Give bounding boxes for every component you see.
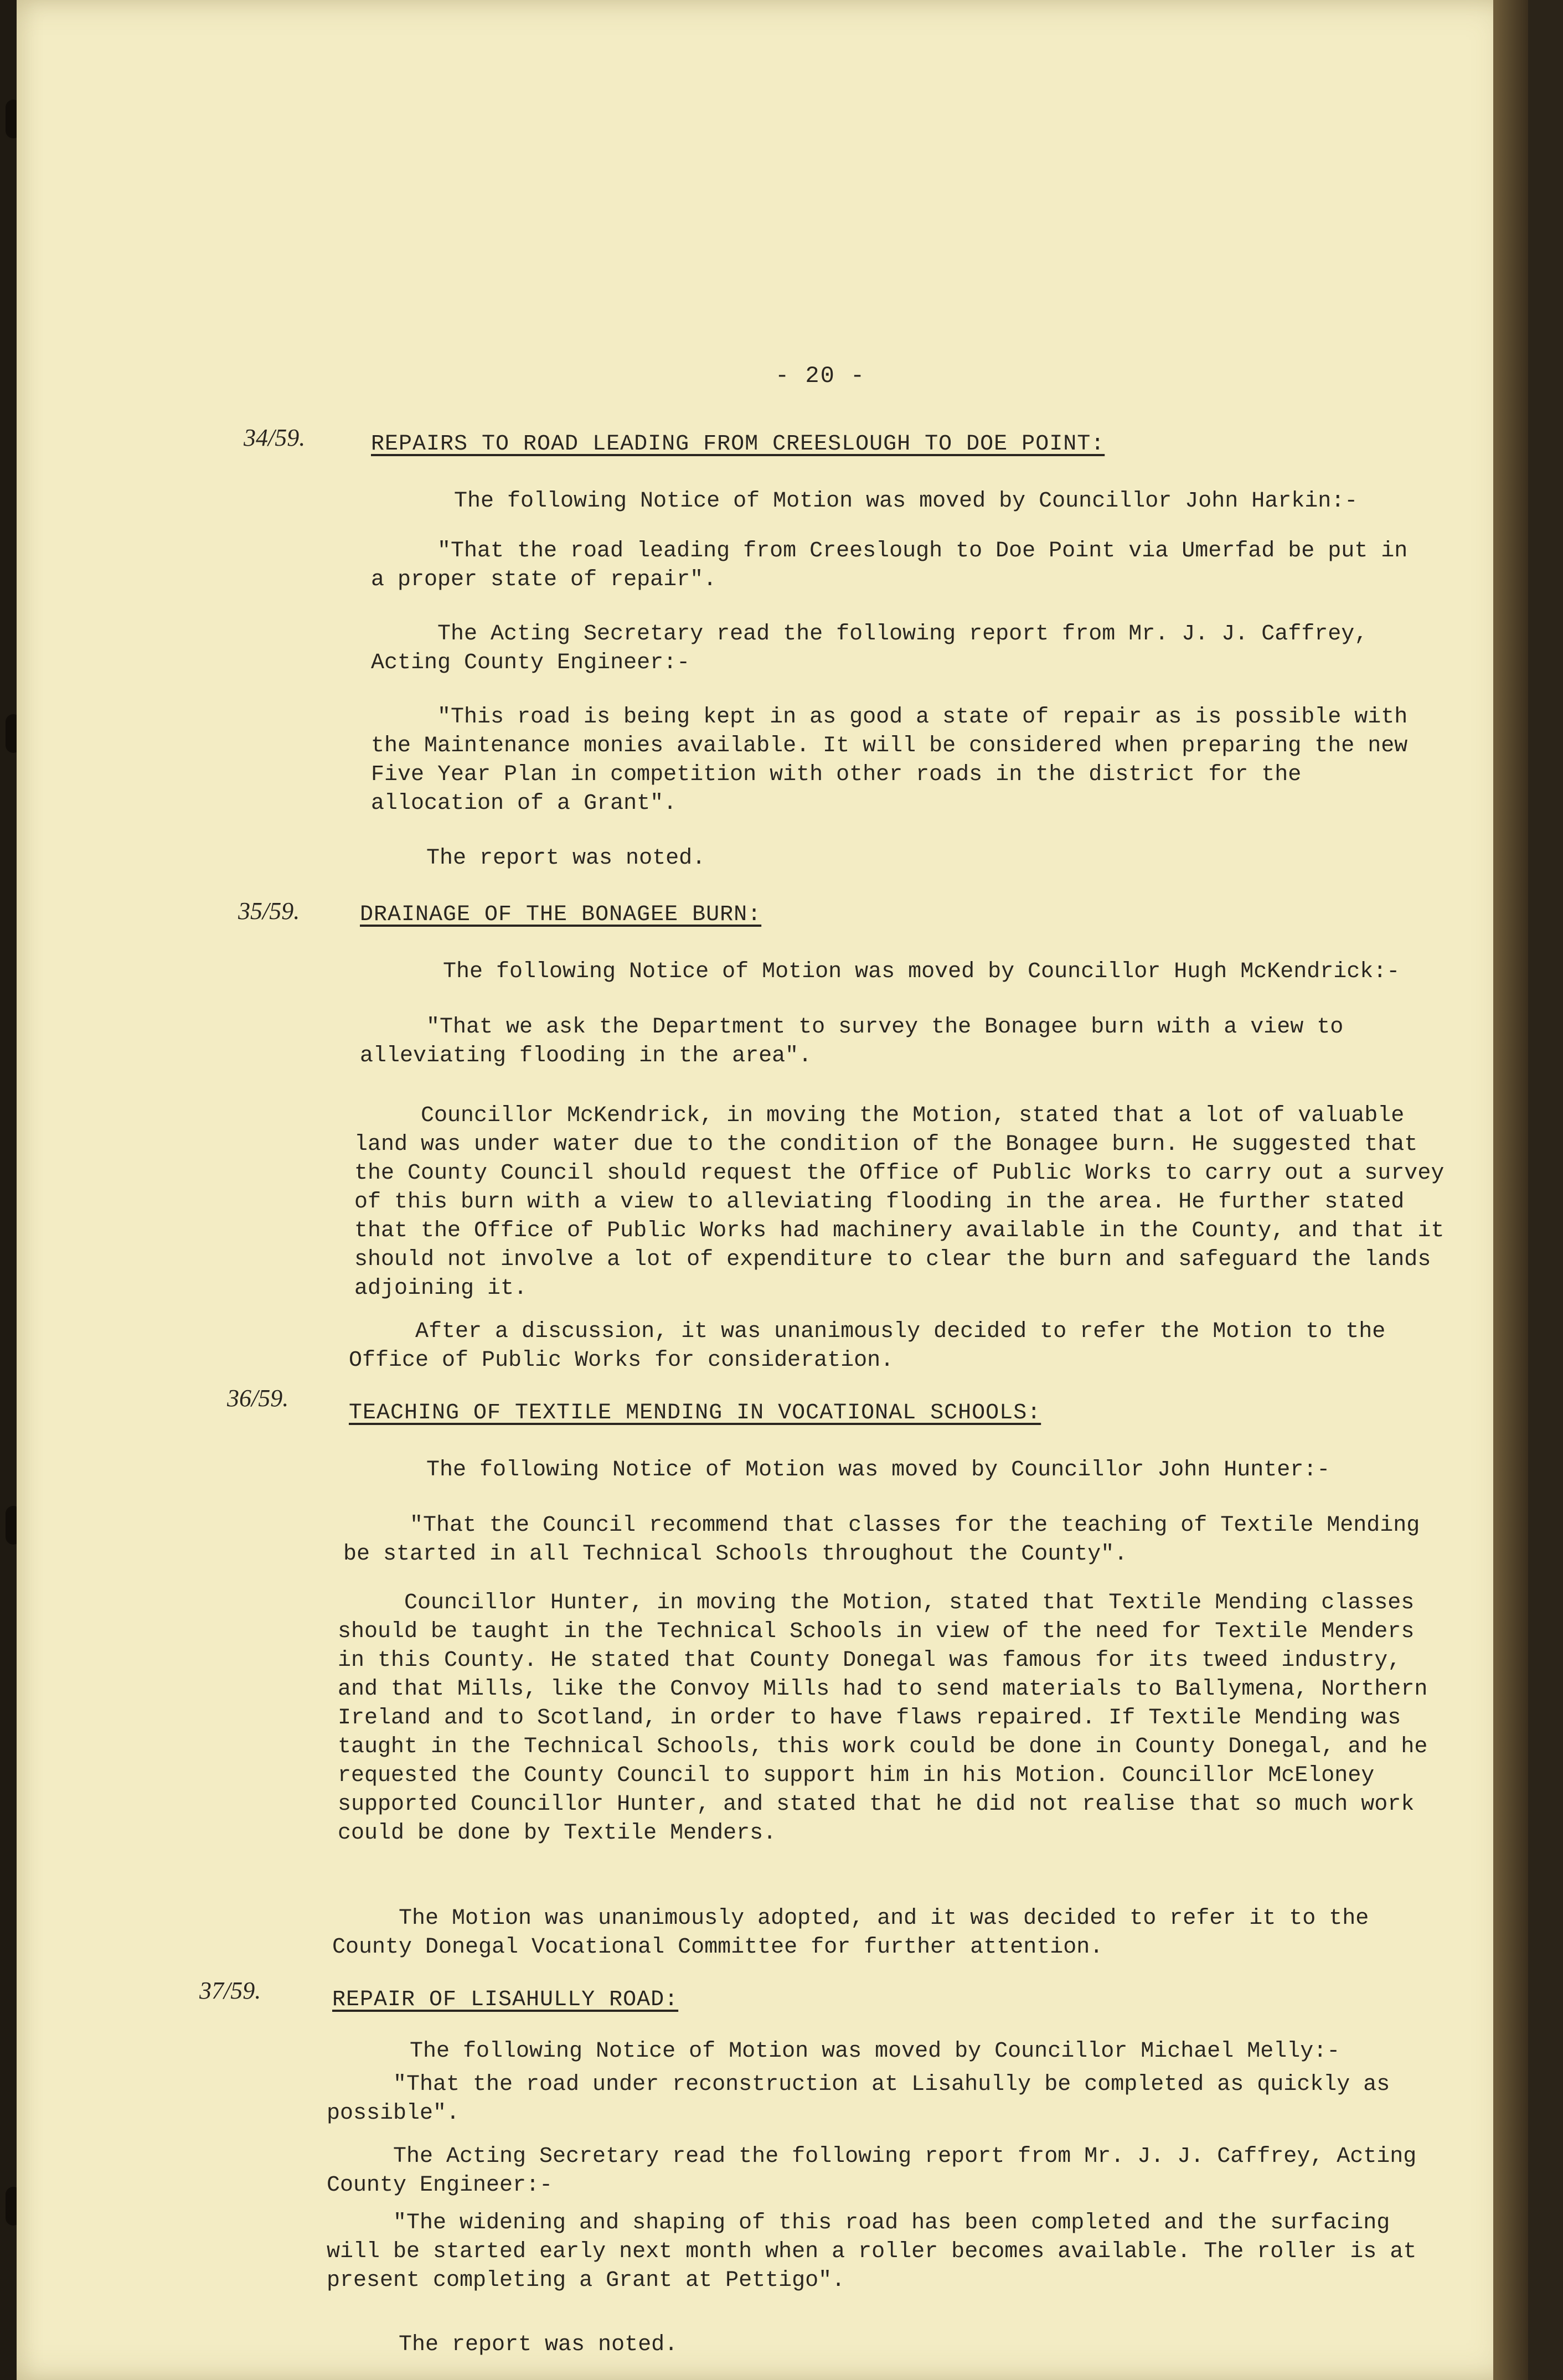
- paragraph: The following Notice of Motion was moved by Councillor Hugh McKendrick:-: [443, 959, 1400, 984]
- paragraph: "That the Council recommend that classes for the teaching of Textile Mending be started in all Technical Schools throughout the County".: [343, 1513, 1420, 1567]
- minute-number: 37/59.: [199, 1977, 261, 2004]
- minute-number: 36/59.: [227, 1385, 289, 1412]
- paragraph: "That the road under reconstruction at Lisahully be completed as quickly as possible".: [327, 2072, 1390, 2126]
- section-heading: REPAIR OF LISAHULLY ROAD:: [332, 1987, 679, 2012]
- paragraph: The report was noted.: [426, 846, 706, 871]
- paragraph: Councillor Hunter, in moving the Motion, stated that Textile Mending classes should be taught in the Technical Schools in view of the need for Textile Menders in this County. He stated that County Donegal was famous for its tweed industry, and that Mills, like the Convoy Mills had to send materials to Ballymena, Northern Ireland and to Scotland, in order to have flaws repaired. If Textile Mending was taught in the Technical Schools, this work could be done in County Donegal, and he requested the County Council to support him in his Motion. Councillor McEloney supported Councillor Hunter, and stated that he did not realise that so much work could be done by Textile Menders.: [338, 1591, 1428, 1846]
- page-number: - 20 -: [775, 363, 866, 389]
- book-binding: [0, 0, 17, 2380]
- paragraph: "The widening and shaping of this road has been completed and the surfacing will be started early next month when a roller becomes available. The roller is at present completing a Grant at Pettigo".: [327, 2211, 1417, 2293]
- paragraph: The following Notice of Motion was moved by Councillor John Hunter:-: [426, 1458, 1330, 1483]
- section-heading: TEACHING OF TEXTILE MENDING IN VOCATIONAL SCHOOLS:: [349, 1401, 1041, 1426]
- minute-number: 35/59.: [238, 897, 300, 925]
- document-page: [17, 0, 1528, 2380]
- paragraph: The Acting Secretary read the following report from Mr. J. J. Caffrey, Acting County Engineer:-: [371, 622, 1368, 675]
- paragraph: The following Notice of Motion was moved by Councillor John Harkin:-: [454, 489, 1358, 514]
- page-edge: [1493, 0, 1528, 2380]
- paragraph: "This road is being kept in as good a state of repair as is possible with the Maintenance monies available. It will be considered when preparing the new Five Year Plan in competition with other roads in the district for the allocation of a Grant".: [371, 705, 1408, 816]
- paragraph: After a discussion, it was unanimously decided to refer the Motion to the Office of Public Works for consideration.: [349, 1319, 1386, 1373]
- paragraph: Councillor McKendrick, in moving the Motion, stated that a lot of valuable land was under water due to the condition of the Bonagee burn. He suggested that the County Council should request the Office of Public Works to carry out a survey of this burn with a view to alleviating flooding in the area. He further stated that the Office of Public Works had machinery available in the County, and that it should not involve a lot of expenditure to clear the burn and safeguard the lands adjoining it.: [354, 1103, 1445, 1301]
- paragraph: The Motion was unanimously adopted, and it was decided to refer it to the County Donegal Vocational Committee for further attention.: [332, 1906, 1369, 1960]
- paragraph: The following Notice of Motion was moved by Councillor Michael Melly:-: [410, 2039, 1340, 2064]
- section-heading: REPAIRS TO ROAD LEADING FROM CREESLOUGH TO DOE POINT:: [371, 432, 1105, 457]
- minute-number: 34/59.: [244, 424, 306, 451]
- paragraph: The Acting Secretary read the following report from Mr. J. J. Caffrey, Acting County Engineer:-: [327, 2144, 1417, 2198]
- paragraph: "That we ask the Department to survey the Bonagee burn with a view to alleviating flooding in the area".: [360, 1015, 1344, 1068]
- paragraph: The report was noted.: [399, 2332, 678, 2357]
- section-heading: DRAINAGE OF THE BONAGEE BURN:: [360, 902, 762, 927]
- paragraph: "That the road leading from Creeslough to Doe Point via Umerfad be put in a proper state of repair".: [371, 539, 1408, 592]
